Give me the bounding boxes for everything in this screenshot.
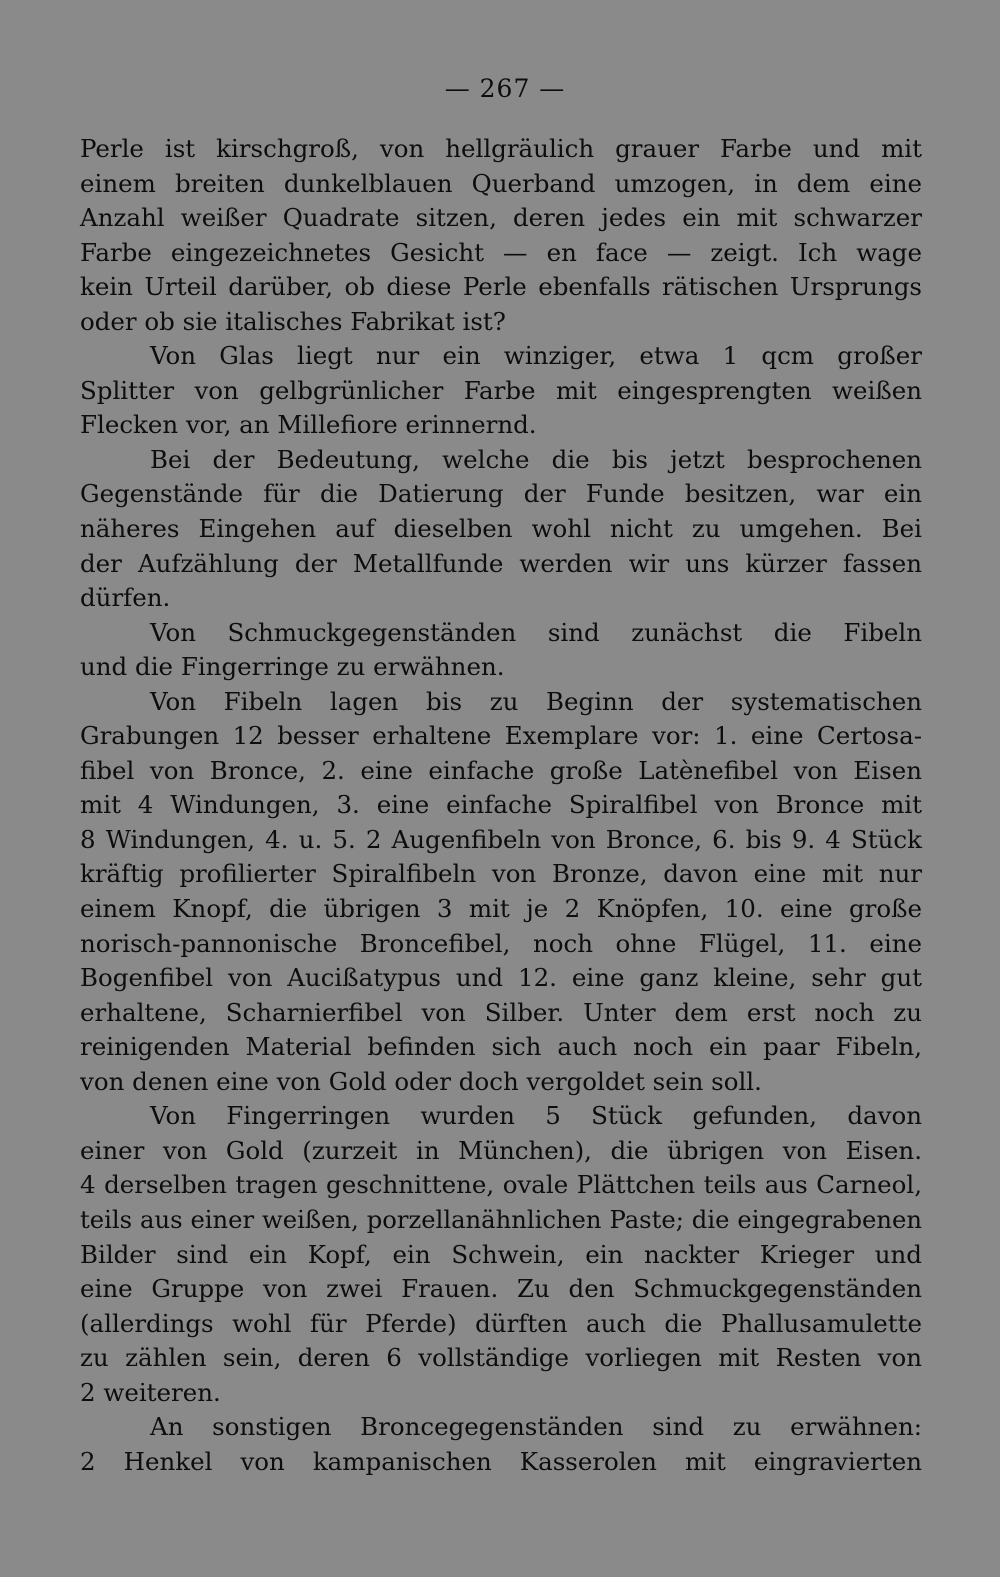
paragraph <box>80 616 922 685</box>
text-line: Bei der Bedeutung, welche die bis jetzt besprochenen <box>150 444 922 474</box>
text-line: Von Schmuckgegenständen sind zunächst die Fibeln <box>150 617 922 647</box>
text-line: Splitter von gelbgrünlicher Farbe mit eingesprengten weißen <box>80 375 922 405</box>
text-line: Flecken vor, an Millefiore erinnernd. <box>80 410 537 440</box>
text-line: erhaltene, Scharnierfibel von Silber. Unter dem erst noch zu <box>80 997 922 1027</box>
text-line: kein Urteil darüber, ob diese Perle ebenfalls rätischen Ursprungs <box>80 272 922 302</box>
text-line: einer von Gold (zurzeit in München), die übrigen von Eisen. <box>80 1135 922 1165</box>
text-line: 2 Henkel von kampanischen Kasserolen mit eingravierten <box>80 1446 922 1476</box>
paragraph <box>80 443 922 616</box>
text-line: einem breiten dunkelblauen Querband umzogen, in dem eine <box>80 168 922 198</box>
text-line: norisch-pannonische Broncefibel, noch ohne Flügel, 11. eine <box>80 928 922 958</box>
text-line: 8 Windungen, 4. u. 5. 2 Augenfibeln von Bronce, 6. bis 9. 4 Stück <box>80 824 922 854</box>
text-line: 2 weiteren. <box>80 1377 221 1407</box>
text-line: (allerdings wohl für Pferde) dürften auch die Phallusamulette <box>80 1308 922 1338</box>
text-line: einem Knopf, die übrigen 3 mit je 2 Knöpfen, 10. eine große <box>80 894 922 924</box>
text-line: Von Fingerringen wurden 5 Stück gefunden, davon <box>150 1101 922 1131</box>
text-line: dürfen. <box>80 583 171 613</box>
text-line: von denen eine von Gold oder doch vergoldet sein soll. <box>80 1066 762 1096</box>
body-text <box>80 132 922 1479</box>
text-line: Bilder sind ein Kopf, ein Schwein, ein nackter Krieger und <box>80 1239 922 1269</box>
text-line: kräftig profilierter Spiralfibeln von Bronze, davon eine mit nur <box>80 859 922 889</box>
text-line: Gegenstände für die Datierung der Funde besitzen, war ein <box>80 479 922 509</box>
text-line: fibel von Bronce, 2. eine einfache große Latènefibel von Eisen <box>80 755 922 785</box>
text-line: An sonstigen Broncegegenständen sind zu erwähnen: <box>150 1412 922 1442</box>
text-line: Von Glas liegt nur ein winziger, etwa 1 qcm großer <box>150 341 922 371</box>
paragraph <box>80 1099 922 1410</box>
page-number: — 267 — <box>444 74 566 103</box>
paragraph <box>80 339 922 443</box>
text-line: mit 4 Windungen, 3. eine einfache Spiralfibel von Bronce mit <box>80 790 922 820</box>
text-line: Von Fibeln lagen bis zu Beginn der systematischen <box>150 686 922 716</box>
paragraph <box>80 1410 922 1479</box>
text-line: oder ob sie italisches Fabrikat ist? <box>80 306 506 336</box>
text-line: Anzahl weißer Quadrate sitzen, deren jedes ein mit schwarzer <box>80 203 922 233</box>
text-line: Perle ist kirschgroß, von hellgräulich grauer Farbe und mit <box>80 134 922 163</box>
text-line: reinigenden Material befinden sich auch noch ein paar Fibeln, <box>80 1032 922 1062</box>
text-line: zu zählen sein, deren 6 vollständige vorliegen mit Resten von <box>80 1343 922 1373</box>
text-line: 4 derselben tragen geschnittene, ovale Plättchen teils aus Carneol, <box>80 1170 922 1200</box>
text-line: der Aufzählung der Metallfunde werden wir uns kürzer fassen <box>80 548 922 578</box>
text-line: Bogenfibel von Aucißatypus und 12. eine ganz kleine, sehr gut <box>80 963 922 993</box>
paragraph <box>80 685 922 1100</box>
text-line: teils aus einer weißen, porzellanähnlichen Paste; die eingegrabenen <box>80 1204 922 1234</box>
text-line: Grabungen 12 besser erhaltene Exemplare vor: 1. eine Certosa- <box>80 721 922 751</box>
text-line: Farbe eingezeichnetes Gesicht — en face — zeigt. Ich wage <box>80 237 922 267</box>
text-line: näheres Eingehen auf dieselben wohl nicht zu umgehen. Bei <box>80 514 922 544</box>
text-line: und die Fingerringe zu erwähnen. <box>80 652 505 682</box>
text-line: eine Gruppe von zwei Frauen. Zu den Schmuckgegenständen <box>80 1274 922 1304</box>
paragraph <box>80 132 922 339</box>
